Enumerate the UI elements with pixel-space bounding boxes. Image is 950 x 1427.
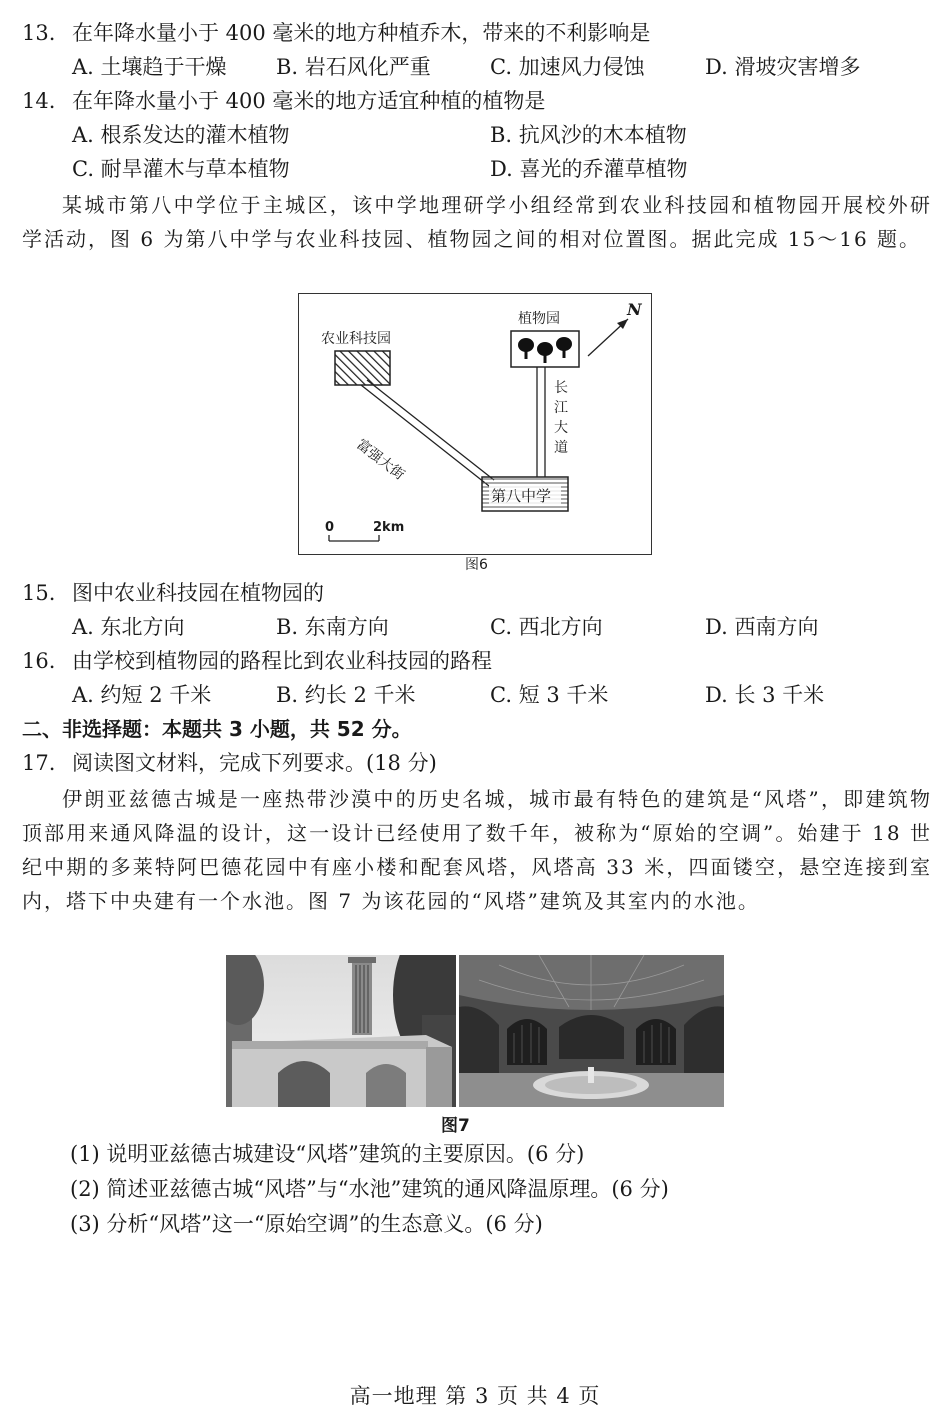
figure-6-map xyxy=(298,293,652,555)
q14-option-d[interactable]: D. 喜光的乔灌草植物 xyxy=(490,157,688,181)
q14-option-b[interactable]: B. 抗风沙的木本植物 xyxy=(490,123,687,147)
figure-6-caption: 图6 xyxy=(465,557,488,573)
botanical-garden-label: 植物园 xyxy=(518,311,560,327)
q13-option-b[interactable]: B. 岩石风化严重 xyxy=(276,55,431,79)
q13-option-d[interactable]: D. 滑坡灾害增多 xyxy=(705,55,861,79)
q13-stem: 13. 在年降水量小于 400 毫米的地方种植乔木，带来的不利影响是 xyxy=(22,21,651,45)
scale-zero-label: 0 xyxy=(325,520,335,535)
q16-option-a[interactable]: A. 约短 2 千米 xyxy=(72,683,212,707)
q15-option-c[interactable]: C. 西北方向 xyxy=(490,615,603,639)
scale-length-label: 2km xyxy=(373,520,405,535)
north-label: N xyxy=(627,300,642,319)
q15-option-a[interactable]: A. 东北方向 xyxy=(72,615,185,639)
intro-15-16: 某城市第八中学位于主城区，该中学地理研学小组经常到农业科技园和植物园开展校外研学活动，图 6 为第八中学与农业科技园、植物园之间的相对位置图。据此完成 15～16 题。 xyxy=(22,193,932,251)
q14-option-a[interactable]: A. 根系发达的灌木植物 xyxy=(72,123,290,147)
q17-sub-2: (2) 简述亚兹德古城“风塔”与“水池”建筑的通风降温原理。(6 分) xyxy=(70,1177,669,1201)
q15-stem: 15. 图中农业科技园在植物园的 xyxy=(22,581,324,605)
q17-sub-3: (3) 分析“风塔”这一“原始空调”的生态意义。(6 分) xyxy=(70,1212,543,1236)
q14-stem: 14. 在年降水量小于 400 毫米的地方适宜种植的植物是 xyxy=(22,89,546,113)
q14-options-row1 xyxy=(0,120,950,150)
fuqiang-road-label: 富强大街 xyxy=(353,436,408,484)
q14-options-row2 xyxy=(0,154,950,184)
agri-park-label: 农业科技园 xyxy=(321,331,391,347)
changjiang-road-label: 长 江 大 道 xyxy=(554,380,568,456)
q15-options xyxy=(0,612,950,642)
q17-stem: 17. 阅读图文材料，完成下列要求。(18 分) xyxy=(22,751,437,775)
agri-park-marker xyxy=(335,351,390,385)
q16-options xyxy=(0,680,950,710)
q16-option-c[interactable]: C. 短 3 千米 xyxy=(490,683,609,707)
q16-stem: 16. 由学校到植物园的路程比到农业科技园的路程 xyxy=(22,649,492,673)
q15-option-d[interactable]: D. 西南方向 xyxy=(705,615,819,639)
q17-material: 伊朗亚兹德古城是一座热带沙漠中的历史名城，城市最有特色的建筑是“风塔”，即建筑物顶部用来通风降温的设计，这一设计已经使用了数千年，被称为“原始的空调”。始建于 18 世纪中期的多莱特阿巴德花园中有座小楼和配套风塔，风塔高 33 米，四面镂空，悬空连接到室内，塔下中央建有一个水池。图 7 为该花园的“风塔”建筑及其室内的水池。 xyxy=(22,787,932,913)
page-footer: 高一地理 第 3 页 共 4 页 xyxy=(349,1384,601,1408)
q16-option-d[interactable]: D. 长 3 千米 xyxy=(705,683,825,707)
q15-option-b[interactable]: B. 东南方向 xyxy=(276,615,389,639)
q13-options xyxy=(0,52,950,82)
q13-option-c[interactable]: C. 加速风力侵蚀 xyxy=(490,55,645,79)
wind-tower-photo xyxy=(226,955,456,1107)
q13-option-a[interactable]: A. 土壤趋于干燥 xyxy=(72,55,227,79)
q16-option-b[interactable]: B. 约长 2 千米 xyxy=(276,683,416,707)
figure-7-caption: 图7 xyxy=(441,1116,470,1136)
q14-option-c[interactable]: C. 耐旱灌木与草本植物 xyxy=(72,157,290,181)
indoor-pool-photo xyxy=(459,955,724,1107)
q17-sub-1: (1) 说明亚兹德古城建设“风塔”建筑的主要原因。(6 分) xyxy=(70,1142,585,1166)
school-label: 第八中学 xyxy=(491,487,552,505)
section-2-heading: 二、非选择题：本题共 3 小题，共 52 分。 xyxy=(22,717,412,741)
